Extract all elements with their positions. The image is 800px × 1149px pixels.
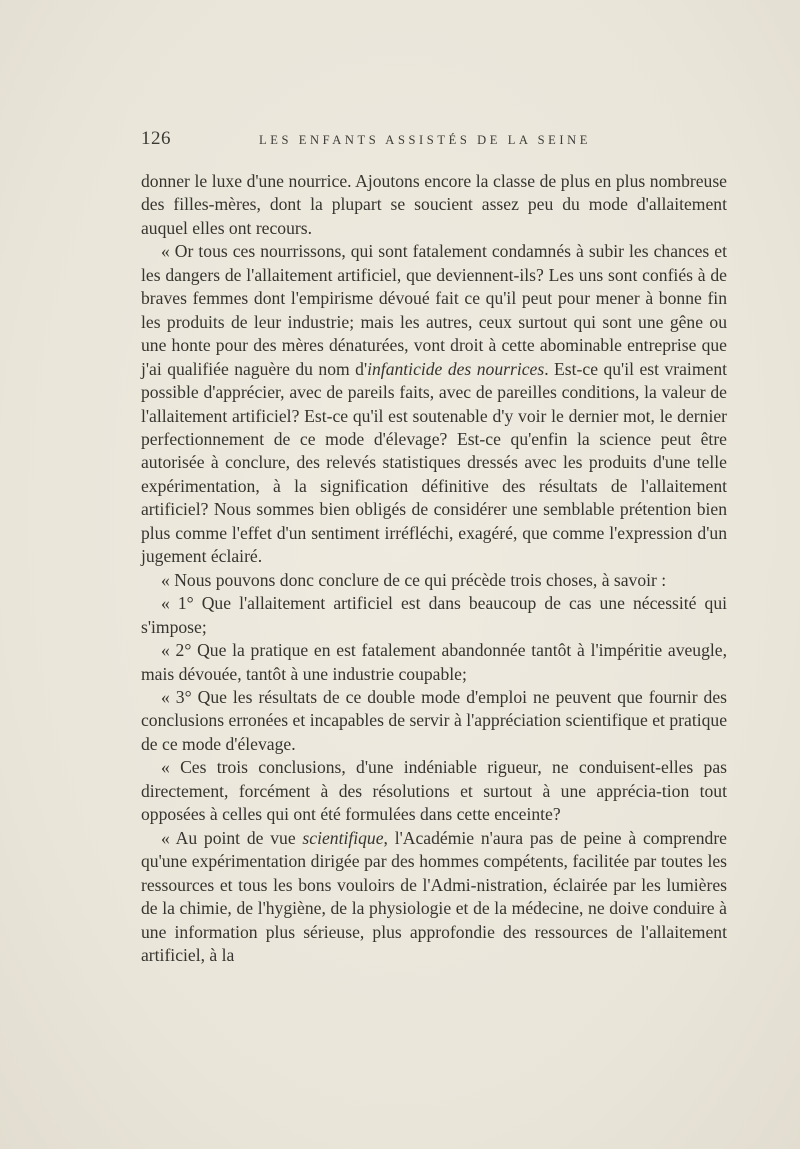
paragraph-point-1: « 1° Que l'allaitement artificiel est dans beaucoup de cas une nécessité qui s'impose;	[141, 593, 727, 637]
text-run: « Au point de vue	[161, 827, 303, 848]
text-run: , l'Académie n'aura pas de peine à comprendre qu'une expérimentation dirigée par des hommes compétents, facilitée par toutes les ressources et tous les bons vouloirs de l'Admi-nistration, éclairée par les lumières de la chimie, de l'hygiène, de la physiologie et de la médecine, ne doive conduire à une information plus sérieuse, plus approfondie des ressources de l'allaitement artificiel, à la	[141, 827, 727, 965]
paragraph-scientific-view	[141, 827, 727, 968]
paragraph-continuation: donner le luxe d'une nourrice. Ajoutons encore la classe de plus en plus nombreuse des filles-mères, dont la plupart se soucient assez peu du mode d'allaitement auquel elles ont recours.	[141, 171, 727, 238]
paragraph-quote-nourrissons	[141, 240, 727, 568]
text-run: . Est-ce qu'il est vraiment possible d'apprécier, avec de pareils faits, avec de pareilles conditions, la valeur de l'allaitement artificiel? Est-ce qu'il est soutenable d'y voir le dernier mot, le dernier perfectionnement de ce mode d'élevage? Est-ce qu'enfin la science peut être autorisée à conclure, des relevés statistiques dressés avec les produits d'une telle expérimentation, à la signification définitive des résultats de l'allaitement artificiel? Nous sommes bien obligés de considérer une semblable prétention bien plus comme l'effet d'un sentiment irréfléchi, exagéré, que comme l'expression d'un jugement éclairé.	[141, 358, 727, 567]
italic-term: infanticide des nourrices	[367, 358, 545, 379]
text-run: « Or tous ces nourrissons, qui sont fatalement condamnés à subir les chances et les dangers de l'allaitement artificiel, que deviennent-ils? Les uns sont confiés à de braves femmes dont l'empirisme dévoué fait ce qu'il peut pour mener à bonne fin les produits de leur industrie; mais les autres, ceux surtout qui sont une gêne ou une honte pour des mères dénaturées, vont droit à cette abominable entreprise que j'ai qualifiée naguère du nom d'	[141, 241, 727, 379]
page-header	[141, 128, 731, 154]
paragraph-point-3: « 3° Que les résultats de ce double mode d'emploi ne peuvent que fournir des conclusions erronées et incapables de servir à l'appréciation scientifique et pratique de ce mode d'élevage.	[141, 686, 727, 754]
paragraph-point-2: « 2° Que la pratique en est fatalement abandonnée tantôt à l'impéritie aveugle, mais dévouée, tantôt à une industrie coupable;	[141, 640, 727, 684]
paragraph-three-conclusions: « Ces trois conclusions, d'une indéniable rigueur, ne conduisent-elles pas directement, forcément à des résolutions et surtout à une apprécia-tion tout opposées à celles qui ont été formulées dans cette enceinte?	[141, 757, 727, 825]
body-text	[141, 170, 727, 967]
italic-term: scientifique	[302, 827, 384, 848]
page-number: 126	[141, 128, 171, 149]
running-title: LES ENFANTS ASSISTÉS DE LA SEINE	[259, 133, 592, 147]
paragraph-conclusion-intro: « Nous pouvons donc conclure de ce qui précède trois choses, à savoir :	[161, 569, 667, 590]
